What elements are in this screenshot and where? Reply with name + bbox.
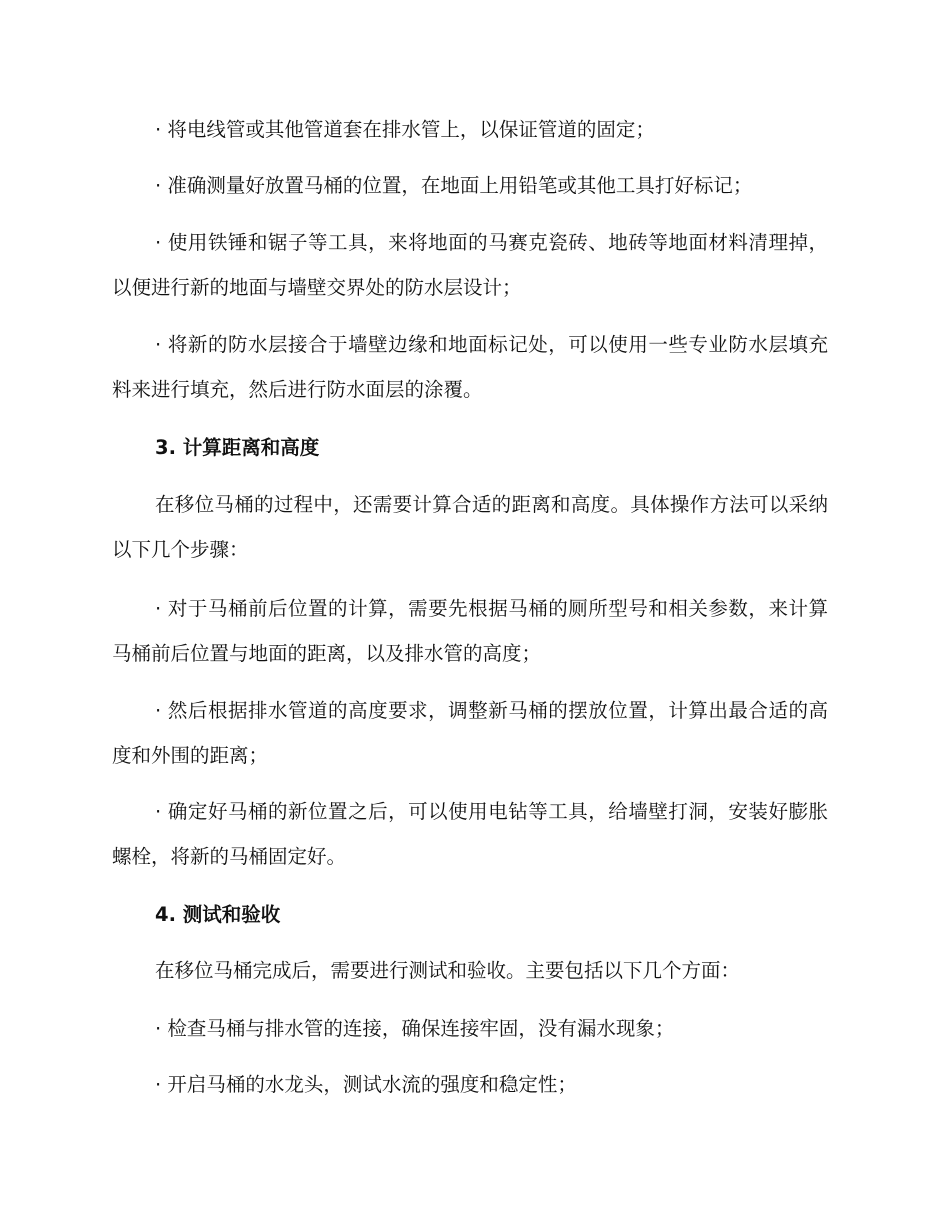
bullet-paragraph: · 将新的防水层接合于墙壁边缘和地面标记处，可以使用一些专业防水层填充料来进行填充，然后进行防水面层的涂覆。 (112, 333, 828, 401)
bullet-paragraph: · 将电线管或其他管道套在排水管上，以保证管道的固定； (155, 118, 655, 141)
bullet-paragraph: · 开启马桶的水龙头，测试水流的强度和稳定性； (155, 1073, 577, 1096)
bullet-paragraph: · 然后根据排水管道的高度要求，调整新马桶的摆放位置，计算出最合适的高度和外围的距离； (112, 699, 828, 767)
bullet-paragraph: · 确定好马桶的新位置之后，可以使用电钻等工具，给墙壁打洞，安装好膨胀螺栓，将新的马桶固定好。 (112, 800, 828, 868)
body-paragraph: 在移位马桶的过程中，还需要计算合适的距离和高度。具体操作方法可以采纳以下几个步骤： (112, 493, 828, 561)
body-paragraph: 在移位马桶完成后，需要进行测试和验收。主要包括以下几个方面： (155, 959, 741, 982)
bullet-paragraph: · 使用铁锤和锯子等工具，来将地面的马赛克瓷砖、地砖等地面材料清理掉，以便进行新的地面与墙壁交界处的防水层设计； (112, 231, 828, 299)
bullet-paragraph: · 准确测量好放置马桶的位置，在地面上用铅笔或其他工具打好标记； (155, 174, 753, 197)
section-heading-3: 3. 计算距离和高度 (155, 436, 320, 459)
bullet-paragraph: · 检查马桶与排水管的连接，确保连接牢固，没有漏水现象； (155, 1017, 675, 1040)
section-heading-4: 4. 测试和验收 (155, 903, 281, 926)
bullet-paragraph: · 对于马桶前后位置的计算，需要先根据马桶的厕所型号和相关参数，来计算马桶前后位置与地面的距离，以及排水管的高度； (112, 597, 828, 665)
